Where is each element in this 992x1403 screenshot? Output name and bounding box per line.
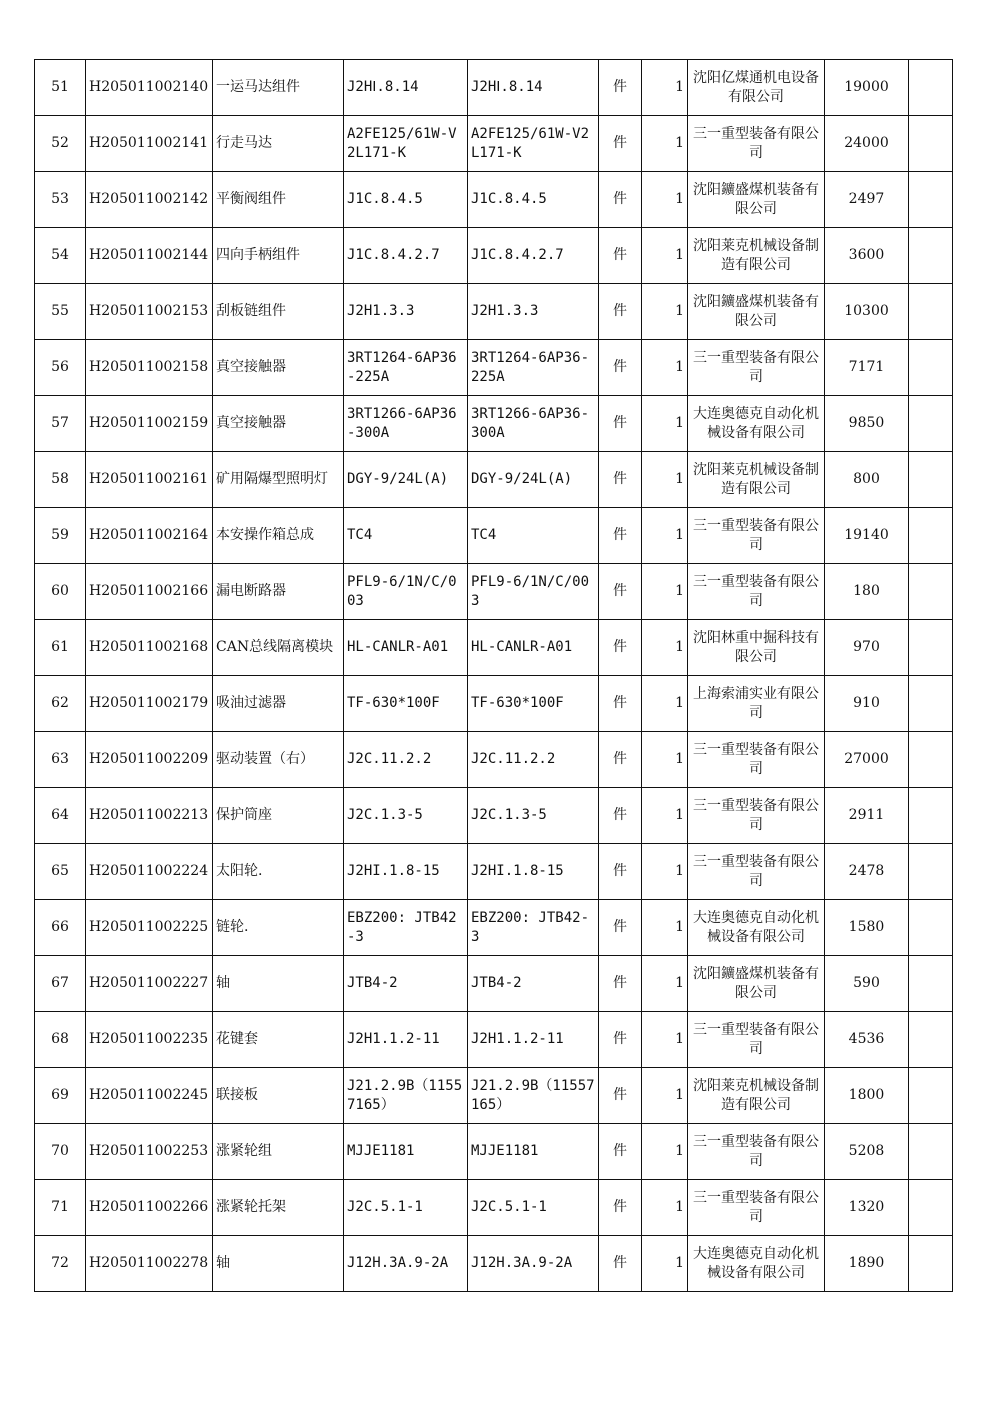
quantity-cell: 1 — [642, 340, 688, 396]
row-number-cell: 69 — [35, 1068, 86, 1124]
price-cell: 24000 — [825, 116, 909, 172]
supplier-cell: 三一重型装备有限公司 — [688, 732, 825, 788]
table-row — [35, 1012, 953, 1068]
material-code-cell: H205011002142 — [86, 172, 213, 228]
specification-cell: J1C.8.4.5 — [468, 172, 599, 228]
table-row — [35, 116, 953, 172]
unit-cell: 件 — [599, 1068, 642, 1124]
specification-cell: J2HI.1.8-15 — [468, 844, 599, 900]
model-number-cell: TF-630*100F — [344, 676, 468, 732]
part-name-cell: 漏电断路器 — [213, 564, 344, 620]
table-row — [35, 396, 953, 452]
supplier-cell: 上海索浦实业有限公司 — [688, 676, 825, 732]
blank-cell — [909, 396, 953, 452]
part-name-cell: 行走马达 — [213, 116, 344, 172]
model-number-cell: 3RT1266-6AP36-300A — [344, 396, 468, 452]
model-number-cell: PFL9-6/1N/C/003 — [344, 564, 468, 620]
model-number-cell: J2C.1.3-5 — [344, 788, 468, 844]
specification-cell: DGY-9/24L(A) — [468, 452, 599, 508]
supplier-cell: 沈阳鑛盛煤机装备有限公司 — [688, 284, 825, 340]
table-row — [35, 452, 953, 508]
specification-cell: J2C.5.1-1 — [468, 1180, 599, 1236]
material-code-cell: H205011002159 — [86, 396, 213, 452]
supplier-cell: 沈阳鑛盛煤机装备有限公司 — [688, 172, 825, 228]
blank-cell — [909, 1180, 953, 1236]
material-code-cell: H205011002224 — [86, 844, 213, 900]
specification-cell: 3RT1264-6AP36-225A — [468, 340, 599, 396]
part-name-cell: 一运马达组件 — [213, 60, 344, 116]
quantity-cell: 1 — [642, 228, 688, 284]
quantity-cell: 1 — [642, 1236, 688, 1292]
part-name-cell: 轴 — [213, 1236, 344, 1292]
model-number-cell: HL-CANLR-A01 — [344, 620, 468, 676]
table-row — [35, 788, 953, 844]
row-number-cell: 64 — [35, 788, 86, 844]
part-name-cell: 平衡阀组件 — [213, 172, 344, 228]
table-row — [35, 60, 953, 116]
price-cell: 910 — [825, 676, 909, 732]
blank-cell — [909, 1236, 953, 1292]
table-row — [35, 1180, 953, 1236]
price-cell: 590 — [825, 956, 909, 1012]
material-code-cell: H205011002164 — [86, 508, 213, 564]
specification-cell: J2H1.1.2-11 — [468, 1012, 599, 1068]
unit-cell: 件 — [599, 844, 642, 900]
quantity-cell: 1 — [642, 1068, 688, 1124]
quantity-cell: 1 — [642, 620, 688, 676]
supplier-cell: 沈阳莱克机械设备制造有限公司 — [688, 228, 825, 284]
model-number-cell: J2C.5.1-1 — [344, 1180, 468, 1236]
table-row — [35, 284, 953, 340]
part-name-cell: 本安操作箱总成 — [213, 508, 344, 564]
material-code-cell: H205011002168 — [86, 620, 213, 676]
unit-cell: 件 — [599, 340, 642, 396]
quantity-cell: 1 — [642, 284, 688, 340]
material-code-cell: H205011002144 — [86, 228, 213, 284]
quantity-cell: 1 — [642, 900, 688, 956]
price-cell: 1890 — [825, 1236, 909, 1292]
blank-cell — [909, 844, 953, 900]
specification-cell: TF-630*100F — [468, 676, 599, 732]
supplier-cell: 沈阳莱克机械设备制造有限公司 — [688, 1068, 825, 1124]
row-number-cell: 52 — [35, 116, 86, 172]
specification-cell: J2C.1.3-5 — [468, 788, 599, 844]
unit-cell: 件 — [599, 676, 642, 732]
model-number-cell: TC4 — [344, 508, 468, 564]
blank-cell — [909, 508, 953, 564]
quantity-cell: 1 — [642, 564, 688, 620]
model-number-cell: A2FE125/61W-V2L171-K — [344, 116, 468, 172]
quantity-cell: 1 — [642, 60, 688, 116]
row-number-cell: 56 — [35, 340, 86, 396]
part-name-cell: 涨紧轮组 — [213, 1124, 344, 1180]
model-number-cell: J12H.3A.9-2A — [344, 1236, 468, 1292]
table-row — [35, 844, 953, 900]
row-number-cell: 58 — [35, 452, 86, 508]
supplier-cell: 三一重型装备有限公司 — [688, 508, 825, 564]
specification-cell: J2HⅠ.8.14 — [468, 60, 599, 116]
price-cell: 4536 — [825, 1012, 909, 1068]
part-name-cell: 真空接触器 — [213, 396, 344, 452]
row-number-cell: 54 — [35, 228, 86, 284]
table-row — [35, 956, 953, 1012]
supplier-cell: 沈阳莱克机械设备制造有限公司 — [688, 452, 825, 508]
supplier-cell: 三一重型装备有限公司 — [688, 788, 825, 844]
quantity-cell: 1 — [642, 172, 688, 228]
material-code-cell: H205011002141 — [86, 116, 213, 172]
specification-cell: J2C.11.2.2 — [468, 732, 599, 788]
unit-cell: 件 — [599, 900, 642, 956]
supplier-cell: 三一重型装备有限公司 — [688, 844, 825, 900]
part-name-cell: 保护筒座 — [213, 788, 344, 844]
model-number-cell: J2HI.1.8-15 — [344, 844, 468, 900]
unit-cell: 件 — [599, 1236, 642, 1292]
supplier-cell: 沈阳鑛盛煤机装备有限公司 — [688, 956, 825, 1012]
material-code-cell: H205011002209 — [86, 732, 213, 788]
row-number-cell: 59 — [35, 508, 86, 564]
unit-cell: 件 — [599, 396, 642, 452]
supplier-cell: 三一重型装备有限公司 — [688, 340, 825, 396]
unit-cell: 件 — [599, 620, 642, 676]
price-cell: 10300 — [825, 284, 909, 340]
specification-cell: A2FE125/61W-V2L171-K — [468, 116, 599, 172]
material-code-cell: H205011002253 — [86, 1124, 213, 1180]
table-row — [35, 676, 953, 732]
row-number-cell: 57 — [35, 396, 86, 452]
material-code-cell: H205011002266 — [86, 1180, 213, 1236]
supplier-cell: 大连奥德克自动化机械设备有限公司 — [688, 1236, 825, 1292]
specification-cell: J2H1.3.3 — [468, 284, 599, 340]
row-number-cell: 67 — [35, 956, 86, 1012]
specification-cell: TC4 — [468, 508, 599, 564]
material-code-cell: H205011002278 — [86, 1236, 213, 1292]
row-number-cell: 63 — [35, 732, 86, 788]
row-number-cell: 65 — [35, 844, 86, 900]
row-number-cell: 70 — [35, 1124, 86, 1180]
specification-cell: JTB4-2 — [468, 956, 599, 1012]
unit-cell: 件 — [599, 172, 642, 228]
price-cell: 2478 — [825, 844, 909, 900]
model-number-cell: J2HⅠ.8.14 — [344, 60, 468, 116]
material-code-cell: H205011002179 — [86, 676, 213, 732]
price-cell: 5208 — [825, 1124, 909, 1180]
unit-cell: 件 — [599, 452, 642, 508]
model-number-cell: 3RT1264-6AP36-225A — [344, 340, 468, 396]
model-number-cell: EBZ200: JTB42-3 — [344, 900, 468, 956]
model-number-cell: J2C.11.2.2 — [344, 732, 468, 788]
specification-cell: J21.2.9B（11557165） — [468, 1068, 599, 1124]
row-number-cell: 53 — [35, 172, 86, 228]
quantity-cell: 1 — [642, 1180, 688, 1236]
material-code-cell: H205011002161 — [86, 452, 213, 508]
table-row — [35, 340, 953, 396]
price-cell: 9850 — [825, 396, 909, 452]
blank-cell — [909, 732, 953, 788]
part-name-cell: 太阳轮. — [213, 844, 344, 900]
model-number-cell: J1C.8.4.5 — [344, 172, 468, 228]
model-number-cell: JTB4-2 — [344, 956, 468, 1012]
specification-cell: 3RT1266-6AP36-300A — [468, 396, 599, 452]
price-cell: 1800 — [825, 1068, 909, 1124]
supplier-cell: 三一重型装备有限公司 — [688, 564, 825, 620]
quantity-cell: 1 — [642, 396, 688, 452]
quantity-cell: 1 — [642, 676, 688, 732]
unit-cell: 件 — [599, 788, 642, 844]
supplier-cell: 三一重型装备有限公司 — [688, 1124, 825, 1180]
table-row — [35, 1236, 953, 1292]
quantity-cell: 1 — [642, 844, 688, 900]
material-code-cell: H205011002245 — [86, 1068, 213, 1124]
supplier-cell: 三一重型装备有限公司 — [688, 116, 825, 172]
row-number-cell: 68 — [35, 1012, 86, 1068]
material-code-cell: H205011002140 — [86, 60, 213, 116]
blank-cell — [909, 900, 953, 956]
part-name-cell: 轴 — [213, 956, 344, 1012]
row-number-cell: 55 — [35, 284, 86, 340]
blank-cell — [909, 284, 953, 340]
row-number-cell: 71 — [35, 1180, 86, 1236]
supplier-cell: 大连奥德克自动化机械设备有限公司 — [688, 396, 825, 452]
unit-cell: 件 — [599, 60, 642, 116]
unit-cell: 件 — [599, 1180, 642, 1236]
unit-cell: 件 — [599, 228, 642, 284]
specification-cell: HL-CANLR-A01 — [468, 620, 599, 676]
blank-cell — [909, 1012, 953, 1068]
material-code-cell: H205011002227 — [86, 956, 213, 1012]
table-row — [35, 1124, 953, 1180]
row-number-cell: 61 — [35, 620, 86, 676]
table-row — [35, 508, 953, 564]
table-row — [35, 620, 953, 676]
table-body — [35, 60, 953, 1292]
part-name-cell: 涨紧轮托架 — [213, 1180, 344, 1236]
table-row — [35, 172, 953, 228]
supplier-cell: 三一重型装备有限公司 — [688, 1012, 825, 1068]
blank-cell — [909, 676, 953, 732]
part-name-cell: CAN总线隔离模块 — [213, 620, 344, 676]
blank-cell — [909, 1124, 953, 1180]
model-number-cell: MJJE1181 — [344, 1124, 468, 1180]
material-code-cell: H205011002158 — [86, 340, 213, 396]
model-number-cell: DGY-9/24L(A) — [344, 452, 468, 508]
price-cell: 2497 — [825, 172, 909, 228]
unit-cell: 件 — [599, 284, 642, 340]
specification-cell: J12H.3A.9-2A — [468, 1236, 599, 1292]
price-cell: 7171 — [825, 340, 909, 396]
part-name-cell: 驱动装置（右） — [213, 732, 344, 788]
unit-cell: 件 — [599, 116, 642, 172]
material-code-cell: H205011002235 — [86, 1012, 213, 1068]
quantity-cell: 1 — [642, 116, 688, 172]
price-cell: 19000 — [825, 60, 909, 116]
quantity-cell: 1 — [642, 1012, 688, 1068]
quantity-cell: 1 — [642, 508, 688, 564]
row-number-cell: 62 — [35, 676, 86, 732]
model-number-cell: J2H1.3.3 — [344, 284, 468, 340]
quantity-cell: 1 — [642, 732, 688, 788]
part-name-cell: 矿用隔爆型照明灯 — [213, 452, 344, 508]
unit-cell: 件 — [599, 1012, 642, 1068]
part-name-cell: 吸油过滤器 — [213, 676, 344, 732]
model-number-cell: J1C.8.4.2.7 — [344, 228, 468, 284]
quantity-cell: 1 — [642, 788, 688, 844]
row-number-cell: 66 — [35, 900, 86, 956]
price-cell: 2911 — [825, 788, 909, 844]
specification-cell: EBZ200: JTB42-3 — [468, 900, 599, 956]
unit-cell: 件 — [599, 1124, 642, 1180]
blank-cell — [909, 172, 953, 228]
quantity-cell: 1 — [642, 452, 688, 508]
table-row — [35, 1068, 953, 1124]
table-row — [35, 900, 953, 956]
blank-cell — [909, 1068, 953, 1124]
blank-cell — [909, 452, 953, 508]
specification-cell: PFL9-6/1N/C/003 — [468, 564, 599, 620]
price-cell: 19140 — [825, 508, 909, 564]
specification-cell: J1C.8.4.2.7 — [468, 228, 599, 284]
part-name-cell: 花键套 — [213, 1012, 344, 1068]
part-name-cell: 链轮. — [213, 900, 344, 956]
blank-cell — [909, 340, 953, 396]
model-number-cell: J2H1.1.2-11 — [344, 1012, 468, 1068]
price-cell: 27000 — [825, 732, 909, 788]
quantity-cell: 1 — [642, 1124, 688, 1180]
blank-cell — [909, 60, 953, 116]
price-cell: 800 — [825, 452, 909, 508]
part-name-cell: 四向手柄组件 — [213, 228, 344, 284]
price-cell: 3600 — [825, 228, 909, 284]
material-code-cell: H205011002153 — [86, 284, 213, 340]
unit-cell: 件 — [599, 564, 642, 620]
specification-cell: MJJE1181 — [468, 1124, 599, 1180]
model-number-cell: J21.2.9B（11557165） — [344, 1068, 468, 1124]
material-code-cell: H205011002166 — [86, 564, 213, 620]
part-name-cell: 联接板 — [213, 1068, 344, 1124]
unit-cell: 件 — [599, 732, 642, 788]
price-cell: 1320 — [825, 1180, 909, 1236]
table-row — [35, 564, 953, 620]
price-cell: 180 — [825, 564, 909, 620]
blank-cell — [909, 228, 953, 284]
material-code-cell: H205011002213 — [86, 788, 213, 844]
blank-cell — [909, 956, 953, 1012]
unit-cell: 件 — [599, 508, 642, 564]
blank-cell — [909, 620, 953, 676]
material-code-cell: H205011002225 — [86, 900, 213, 956]
part-name-cell: 刮板链组件 — [213, 284, 344, 340]
parts-table — [34, 59, 953, 1292]
quantity-cell: 1 — [642, 956, 688, 1012]
supplier-cell: 三一重型装备有限公司 — [688, 1180, 825, 1236]
row-number-cell: 51 — [35, 60, 86, 116]
blank-cell — [909, 788, 953, 844]
price-cell: 970 — [825, 620, 909, 676]
blank-cell — [909, 116, 953, 172]
supplier-cell: 大连奥德克自动化机械设备有限公司 — [688, 900, 825, 956]
blank-cell — [909, 564, 953, 620]
row-number-cell: 60 — [35, 564, 86, 620]
row-number-cell: 72 — [35, 1236, 86, 1292]
table-row — [35, 732, 953, 788]
part-name-cell: 真空接触器 — [213, 340, 344, 396]
unit-cell: 件 — [599, 956, 642, 1012]
supplier-cell: 沈阳林重中掘科技有限公司 — [688, 620, 825, 676]
table-row — [35, 228, 953, 284]
supplier-cell: 沈阳亿煤通机电设备有限公司 — [688, 60, 825, 116]
price-cell: 1580 — [825, 900, 909, 956]
